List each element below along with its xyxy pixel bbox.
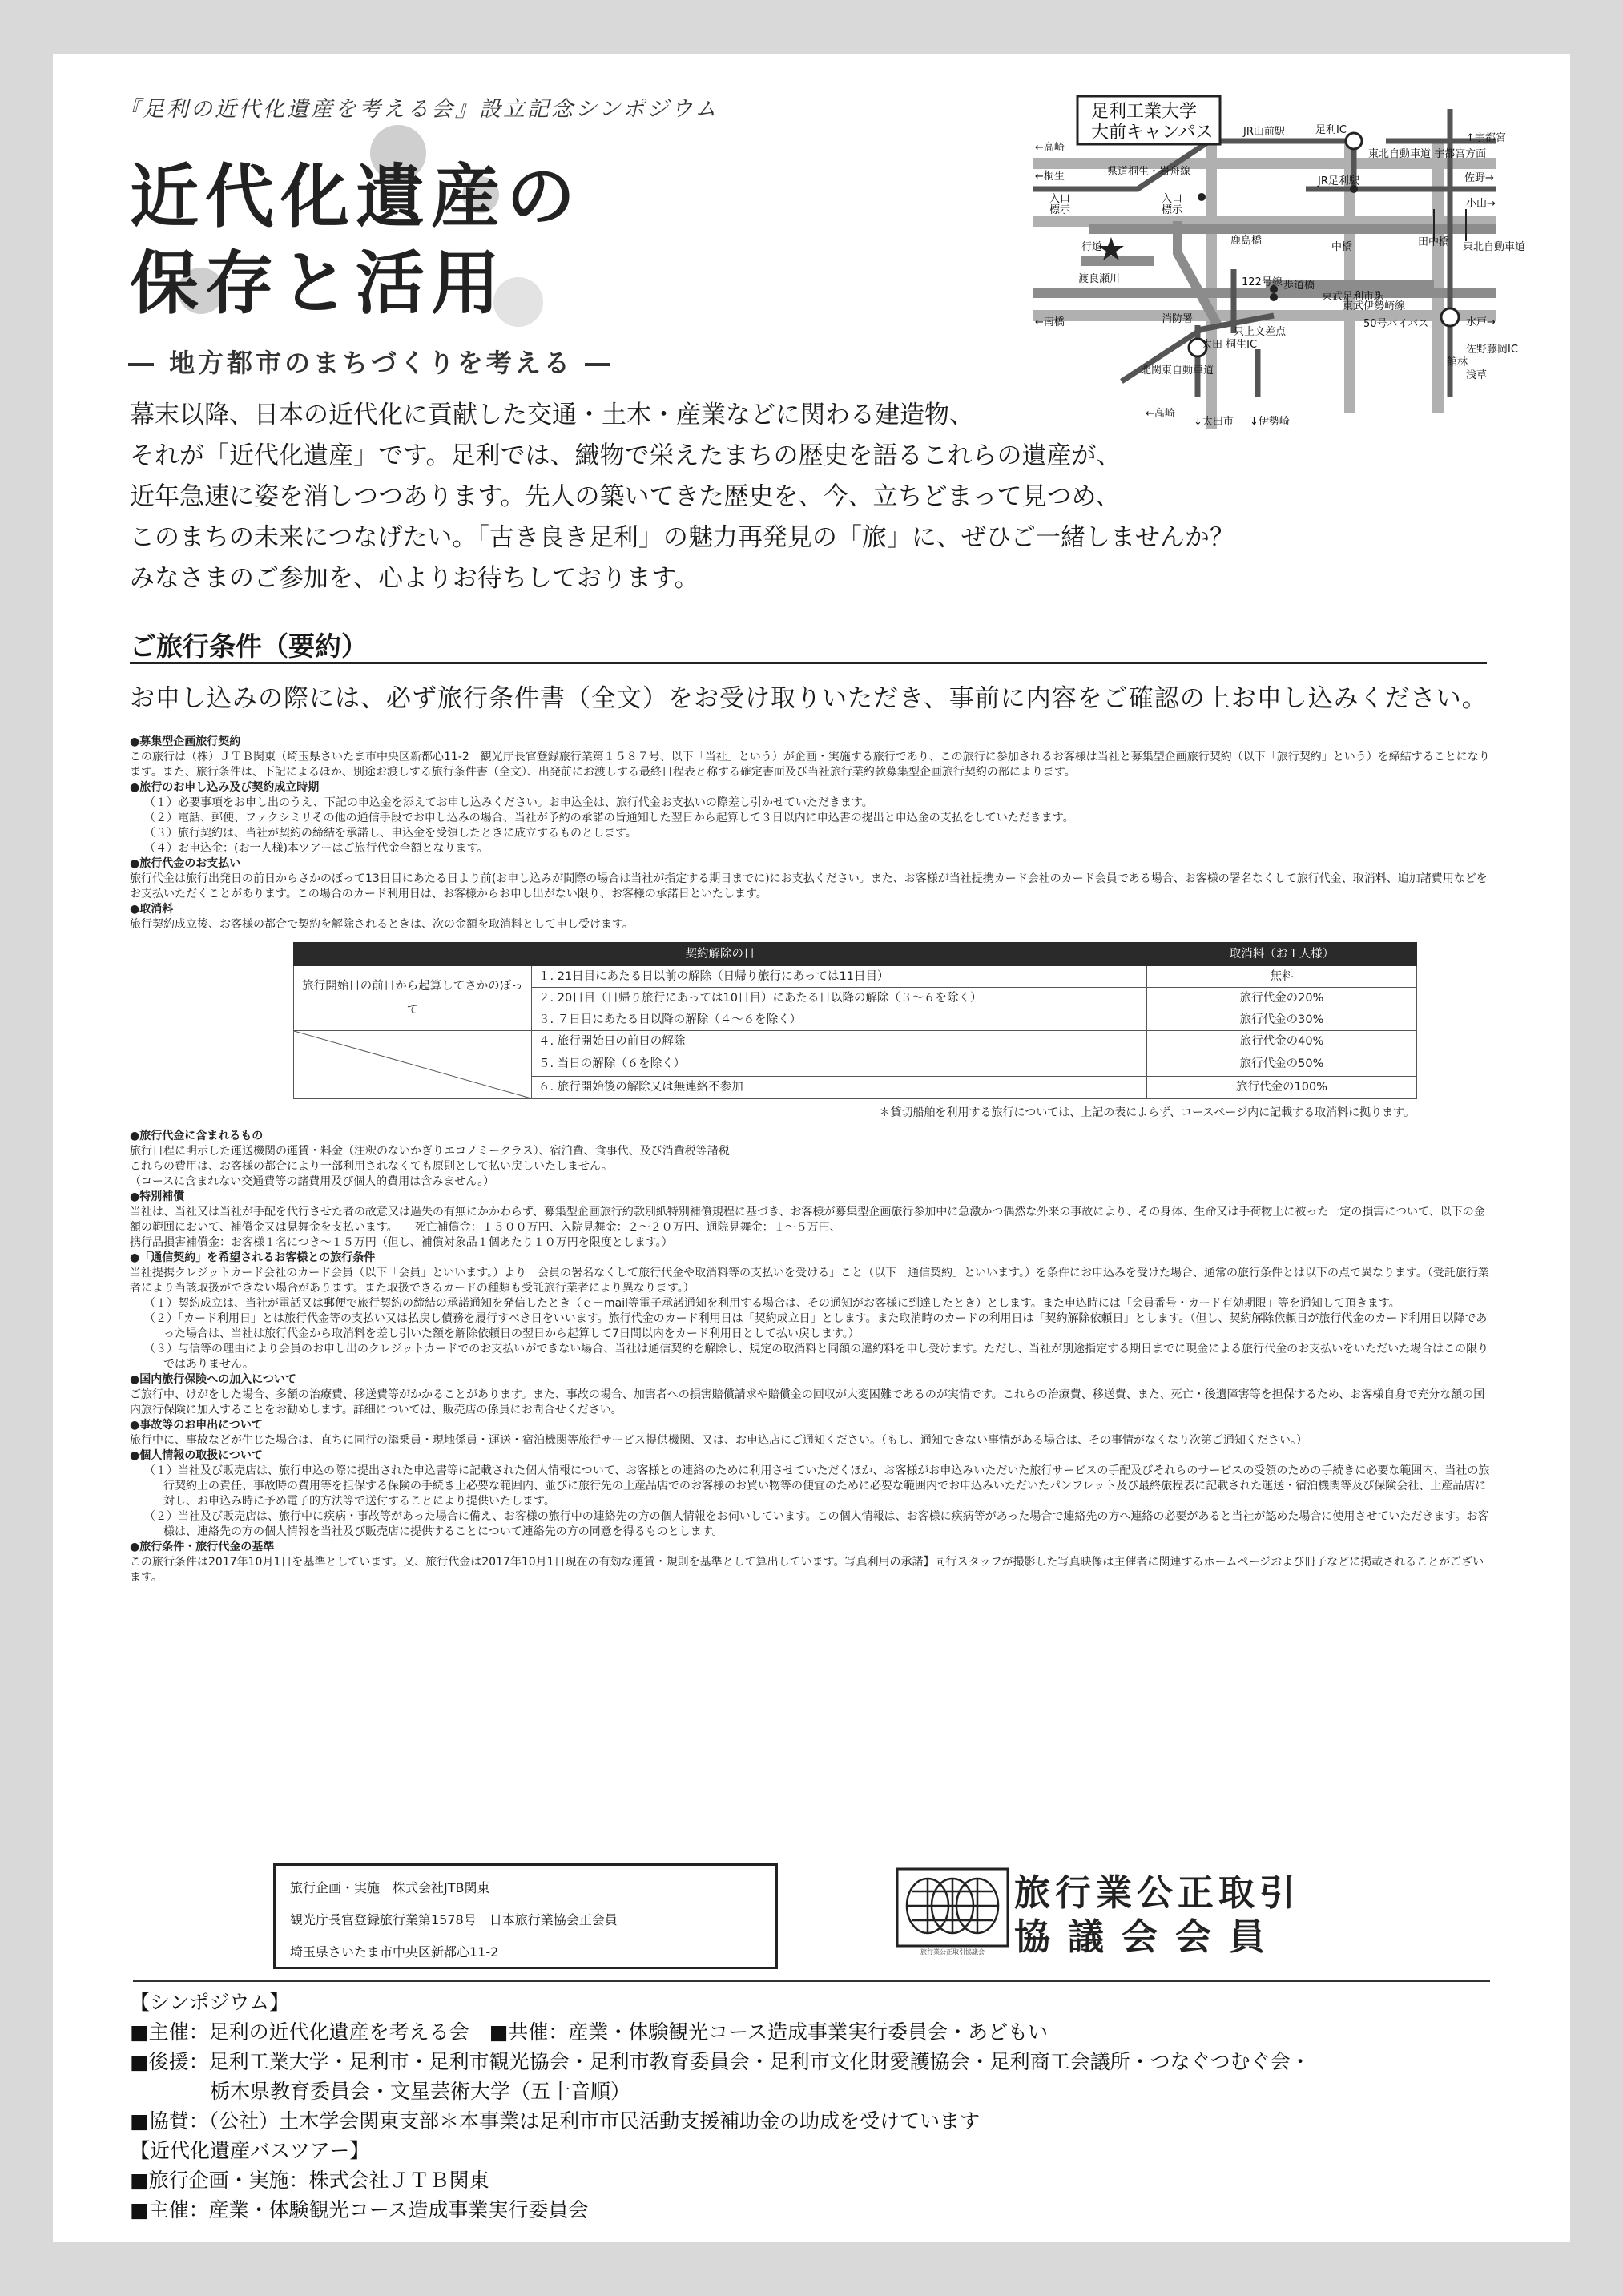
table-cell-day: ６. 旅行開始後の解除又は無連絡不参加 [532, 1076, 1147, 1098]
seal-text-line: 旅行業公正取引 [1014, 1871, 1301, 1914]
organizer-line: 観光庁長官登録旅行業第1578号 日本旅行業協会正会員 [290, 1912, 618, 1927]
table-cell-day: ３. ７日目にあたる日以降の解除（４～６を除く） [532, 1009, 1147, 1031]
intro-line: このまちの未来につなげたい。「古き良き足利」の魅力再発見の「旅」に、ぜひご一緒しませんか？ [130, 523, 1234, 552]
map-label-kiryu: ←桐生 [1035, 171, 1065, 183]
map-label-takasaki1: ←高崎 [1035, 142, 1065, 154]
intro-line: それが「近代化遺産」です。足利では、織物で栄えたまちの歴史を語るこれらの遺産が、 [130, 441, 1122, 470]
map-label-rt122: 122号線 [1242, 276, 1283, 288]
section-body: これらの費用は、お客様の都合により一部利用されなくても原則として払い戻しいたしません。 [130, 1160, 613, 1173]
table-cell-fee: 旅行代金の100% [1147, 1076, 1417, 1098]
footer-line: 【近代化遺産バスツアー】 [130, 2139, 370, 2162]
map-label-hodokyo: 歩道橋 [1283, 280, 1315, 292]
map-label-hyoji1: 標示 [1049, 204, 1071, 216]
footer-line: ■主催：足利の近代化遺産を考える会 ■共催：産業・体験観光コース造成事業実行委員会・あどもい [130, 2020, 1048, 2044]
section-body: この旅行は（株）ＪＴＢ関東（埼玉県さいたま市中央区新都心11-2 観光庁長官登録旅行業第１５８７号、以下「当社」という）が企画・実施する旅行であり、この旅行に参加されるお客様は当社と募集型企画旅行契約（以下「旅行契約」という）を締結することになります。また、旅行条件は、下記によるほか、別途お渡しする旅行条件書（全文）、出発前にお渡しする最終日程表と称する確定書面及び当社旅行業約款募集型企画旅行契約の部によります。 [130, 751, 1490, 779]
list-item: （４）お申込金：(お一人様)本ツアーはご旅行代金全額となります。 [144, 842, 489, 855]
section-heading: ●個人情報の取扱について [130, 1449, 263, 1462]
seal-emblem [896, 1867, 1009, 1948]
table-cell-day: ５. 当日の解除（６を除く） [532, 1053, 1147, 1076]
table-side-label: 旅行開始日の前日から起算してさかのぼって [294, 966, 532, 1031]
section-body: 旅行契約成立後、お客様の都合で契約を解除されるときは、次の金額を取消料として申し受けます。 [130, 918, 634, 931]
map-label-tobu-isesaki: 東武伊勢崎線 [1343, 300, 1406, 312]
map-label-utsunomiya: ↑宇都宮 [1466, 132, 1506, 144]
section-body: 当社提携クレジットカード会社のカード会員（以下「会員」といいます。）より「会員の署名なくして旅行代金や取消料等の支払いを受ける」こと（以下「通信契約」といいます。）を条件にお申込みを受けた場合、通常の旅行条件とは以下の点で異なります。（受託旅行業者により当該取扱ができない場合があります。また取扱できるカードの種類も受託旅行業者により異なります。） [130, 1267, 1489, 1295]
section-body: この旅行条件は2017年10月1日を基準としています。又、旅行代金は2017年10月1日現在の有効な運賃・規則を基準として算出しています。写真利用の承諾】同行スタッフが撮影した写真映像は主催者に関連するホームページおよび冊子などに掲載されることがございます。 [130, 1556, 1484, 1584]
list-item: （２）電話、郵便、ファクシミリその他の通信手段でお申し込みの場合、当社が予約の承諾の旨通知した翌日から起算して３日以内に申込書の提出と申込金の支払をしていただきます。 [144, 812, 1074, 824]
conditions-notice: お申し込みの際には、必ず旅行条件書（全文）をお受け取りいただき、事前に内容をご確認の上お申し込みください。 [130, 684, 1488, 713]
section-body: 旅行日程に明示した運送機関の運賃・料金（注釈のないかぎりエコノミークラス）、宿泊費、食事代、及び消費税等諸税 [130, 1145, 730, 1158]
tagline: ― 地方都市のまちづくりを考える ― [128, 348, 614, 378]
table-header-day: 契約解除の日 [294, 943, 1147, 966]
diagonal-line [294, 1031, 531, 1098]
intro-text [130, 395, 1251, 599]
map-drawing [1033, 93, 1526, 429]
footer-line: ■主催：産業・体験観光コース造成事業実行委員会 [130, 2198, 589, 2221]
map-label-tohoku-utsunomiya: 東北自動車道 宇都宮方面 [1368, 148, 1487, 160]
cancel-fee-table-wrap [293, 942, 1492, 1121]
map-label-tadakami: 只上文差点 [1234, 326, 1287, 338]
section-heading: ●事故等のお申出について [130, 1419, 263, 1432]
map-label-isesaki: ↓伊勢崎 [1250, 416, 1290, 428]
map-label-tahashi: 田中橋 [1418, 236, 1450, 248]
section-heading: ●「通信契約」を希望されるお客様との旅行条件 [130, 1251, 376, 1264]
table-header-row [294, 943, 1417, 966]
section-body: ご旅行中、けがをした場合、多額の治療費、移送費等がかかることがあります。また、事故の場合、加害者への損害賠償請求や賠償金の回収が大変困難であるのが実情です。これらの治療費、移送費、また、死亡・後遺障害等を担保するため、お客様自身で充分な額の国内旅行保険に加入することをお勧めします。詳細については、販売店の係員にお問合せください。 [130, 1388, 1485, 1416]
map-label-sano-fujioka: 佐野藤岡IC [1466, 344, 1518, 356]
conditions-title: ご旅行条件（要約） [130, 630, 368, 662]
section-body: （コースに含まれない交通費等の諸費用及び個人的費用は含みません。） [130, 1175, 495, 1188]
table-cell-day: ２. 20日目（日帰り旅行にあっては10日目）にあたる日以降の解除（３～６を除く） [532, 988, 1147, 1009]
map-label-shobo: 消防署 [1162, 313, 1194, 325]
divider [130, 662, 1487, 664]
main-title-line-2: 保存と活用 [130, 243, 506, 324]
list-item: （１）当社及び販売店は、旅行申込の際に提出された申込書等に記載された個人情報について、お客様との連絡のために利用させていただくほか、お客様がお申込みいただいた旅行サービスの手配及びそれらのサービスの受領のための手続きに必要な範囲内、当社の旅行契約上の責任、事故時の費用等を担保する保険の手続き上必要な範囲内、並びに旅行先の土産品店でのお客様のお買い物等の便宜のために必要な範囲内でお申込みいただいたパンフレット及び最終旅程表に記載された運送・宿泊機関等及び保険会社、土産品店に対し、お申込み時に予め電子的方法等で送付することにより提供いたします。 [144, 1464, 1490, 1508]
map-label-otashi: ↓太田市 [1194, 416, 1234, 428]
table-header-fee: 取消料（お１人様） [1147, 943, 1417, 966]
intro-line: 近年急速に姿を消しつつあります。先人の築いてきた歴史を、今、立ちどまって見つめ、 [130, 482, 1121, 511]
section-body: 当社は、当社又は当社が手配を代行させた者の故意又は過失の有無にかかわらず、募集型企画旅行約款別紙特別補償規程に基づき、お客様が募集型企画旅行参加中に急激かつ偶然な外来の事故により、その身体、生命又は手荷物上に被った一定の損害について、以下の金額の範囲において、補償金又は見舞金を支払います。 死亡補償金：１５００万円、入院見舞金：２～２０万円、通院見舞金：１～５万円、 [130, 1206, 1485, 1234]
seal-text-line: 協議会会員 [1014, 1915, 1283, 1958]
seal-caption: 旅行業公正取引協議会 [920, 1948, 985, 1956]
organizer-box [273, 1863, 778, 1969]
map-label-bypass50: 50号バイパス [1363, 318, 1429, 330]
map-label-tatebayashi: 館林 [1447, 356, 1468, 369]
map-label-iriguchi2: 入口 [1162, 193, 1183, 205]
section-body: 携行品損害補償金：お客様１名につき～１５万円（但し、補償対象品１個あたり１０万円を限度とします。） [130, 1236, 673, 1249]
map-label-sano: 佐野→ [1464, 172, 1494, 184]
map-label-kashimabashi: 鹿島橋 [1230, 235, 1263, 247]
divider [133, 1980, 1490, 1982]
map-label-ota-kiryu-ic: 太田 桐生IC [1202, 339, 1258, 351]
map-label-nakabashi: 中橋 [1331, 241, 1353, 253]
table-cell-fee: 旅行代金の20% [1147, 988, 1417, 1009]
section-heading: ●旅行代金のお支払い [130, 857, 241, 870]
map-label-minamibashi: ←南橋 [1035, 316, 1065, 328]
list-item: （２）「カード利用日」とは旅行代金等の支払い又は払戻し債務を履行すべき日をいいます。旅行代金のカード利用日は「契約成立日」とします。また取消時のカードの利用日は「契約解除依頼日」とします。（但し、契約解除依頼日が旅行代金のカード利用日以降であった場合は、当社は旅行代金から取消料を差し引いた額を解除依頼日の翌日から起算して7日間以内をカード利用日として払い戻します。） [144, 1312, 1488, 1340]
section-heading: ●国内旅行保険への加入について [130, 1373, 296, 1386]
footer-credits [130, 1988, 1492, 2225]
map-label-kitakanto: 北関東自動車道 [1141, 365, 1214, 377]
list-item: （３）与信等の理由により会員のお申し出のクレジットカードでのお支払いができない場合、当社は通信契約を解除し、規定の取消料と同額の違約料を申し受けます。ただし、当社が別途指定する期日までに現金による旅行代金のお支払いをいただいた場合はこの限りではありません。 [144, 1343, 1489, 1371]
footer-line: ■協賛：（公社）土木学会関東支部＊本事業は足利市市民活動支援補助金の助成を受けています [130, 2109, 981, 2133]
access-map [1033, 93, 1526, 429]
map-label-asakusa: 浅草 [1466, 369, 1488, 381]
map-label-ashikaga-ic: 足利IC [1315, 124, 1347, 136]
map-label-gyodo: 行道 [1081, 241, 1103, 253]
table-cell-fee: 無料 [1147, 966, 1417, 988]
map-label-hyoji2: 標示 [1162, 204, 1183, 216]
fair-trade-seal [896, 1867, 1344, 1964]
section-heading: ●取消料 [130, 903, 174, 916]
footer-line: ■旅行企画・実施：株式会社ＪＴＢ関東 [130, 2169, 489, 2192]
intro-line: みなさまのご参加を、心よりお待ちしております。 [130, 564, 699, 593]
table-cell-day: ４. 旅行開始日の前日の解除 [532, 1031, 1147, 1053]
table-cell-fee: 旅行代金の30% [1147, 1009, 1417, 1031]
map-label-tobu-ashikaga: 東武足利市駅 [1322, 291, 1385, 303]
list-item: （１）必要事項をお申し出のうえ、下記の申込金を添えてお申し込みください。お申込金は、旅行代金お支払いの際差し引かせていただきます。 [144, 796, 873, 809]
table-diagonal-cell [294, 1031, 532, 1099]
travel-terms [130, 735, 1492, 1585]
map-campus-label: 足利工業大学 [1091, 102, 1198, 122]
table-cell-fee: 旅行代金の40% [1147, 1031, 1417, 1053]
list-item: （３）旅行契約は、当社が契約の締結を承諾し、申込金を受領したときに成立するものとします。 [144, 827, 637, 840]
map-label-tohoku-exp: 東北自動車道 [1463, 241, 1526, 253]
section-heading: ●旅行のお申し込み及び契約成立時期 [130, 781, 320, 794]
seal-text [1014, 1871, 1300, 1959]
table-row [294, 1031, 1417, 1053]
list-item: （２）当社及び販売店は、旅行中に疾病・事故等があった場合に備え、お客様の旅行中の連絡先の方の個人情報をお伺いしています。この個人情報は、お客様に疾病等があった場合で連絡先の方へ連絡の必要があると当社が認めた場合に使用させていただきます。お客様は、連絡先の方の個人情報を当社及び販売店に提供することについて連絡先の方の同意を得るものとします。 [144, 1510, 1489, 1538]
map-label-oyama: 小山→ [1466, 198, 1496, 210]
main-title-line-1: 近代化遺産の [130, 156, 582, 237]
map-label-jr-yamamae: JR山前駅 [1243, 126, 1285, 138]
section-body: 旅行中に、事故などが生じた場合は、直ちに同行の添乗員・現地係員・運送・宿泊機関等旅行サービス提供機関、又は、お申込店にご通知ください。（もし、通知できない事情がある場合は、その事情がなくなり次第ご通知ください。） [130, 1434, 1307, 1447]
section-heading: ●旅行条件・旅行代金の基準 [130, 1541, 275, 1553]
event-subtitle: 『足利の近代化遺産を考える会』設立記念シンポジウム [119, 97, 719, 122]
organizer-line: 旅行企画・実施 株式会社JTB関東 [290, 1880, 490, 1895]
table-row [294, 966, 1417, 988]
footer-line: 【シンポジウム】 [130, 1991, 290, 2014]
intro-line: 幕末以降、日本の近代化に貢献した交通・土木・産業などに関わる建造物、 [130, 401, 974, 429]
table-note: ＊貸切船舶を利用する旅行については、上記の表によらず、コースページ内に記載する取消料に拠ります。 [879, 1106, 1415, 1119]
cancel-fee-table [293, 942, 1417, 1099]
map-label-iriguchi1: 入口 [1049, 193, 1071, 205]
map-label-mito: 水戸→ [1466, 316, 1496, 328]
section-heading: ●特別補償 [130, 1190, 185, 1203]
map-campus-label: 大前キャンパス [1091, 123, 1214, 143]
footer-line: ■後援：足利工業大学・足利市・足利市観光協会・足利市教育委員会・足利市文化財愛護協会・足利商工会議所・つなぐつむぐ会・ [130, 2050, 1311, 2073]
table-cell-day: １. 21日目にあたる日以前の解除（日帰り旅行にあっては11日目） [532, 966, 1147, 988]
list-item: （１）契約成立は、当社が電話又は郵便で旅行契約の締結の承諾通知を発信したとき（ｅ－mail等電子承諾通知を利用する場合は、その通知がお客様に到達したとき）とします。また申込時には「会員番号・カード有効期限」等を通知して頂きます。 [144, 1297, 1400, 1310]
map-label-jr-ashikaga: JR足利駅 [1318, 175, 1359, 187]
section-heading: ●旅行代金に含まれるもの [130, 1130, 264, 1142]
map-label-prefroad: 県道桐生・岩舟線 [1107, 166, 1191, 178]
footer-line: 栃木県教育委員会・文星芸術大学（五十音順） [130, 2080, 631, 2103]
flyer-page [53, 54, 1570, 2242]
table-cell-fee: 旅行代金の50% [1147, 1053, 1417, 1076]
section-heading: ●募集型企画旅行契約 [130, 735, 241, 748]
section-body: 旅行代金は旅行出発日の前日からさかのぼって13日目にあたる日より前(お申し込みが間際の場合は当社が指定する期日までに)にお支払ください。また、お客様が当社提携カード会社のカード会員である場合、お客様の署名なくして旅行代金、取消料、追加諸費用などをお支払いただくことがあります。この場合のカード利用日は、お客様からお申し出がない限り、お客様の承諾日といたします。 [130, 872, 1488, 900]
map-label-watarasegawa: 渡良瀬川 [1078, 273, 1121, 285]
organizer-line: 埼玉県さいたま市中央区新都心11-2 [290, 1944, 499, 1960]
map-label-takasaki2: ←高崎 [1146, 408, 1175, 420]
